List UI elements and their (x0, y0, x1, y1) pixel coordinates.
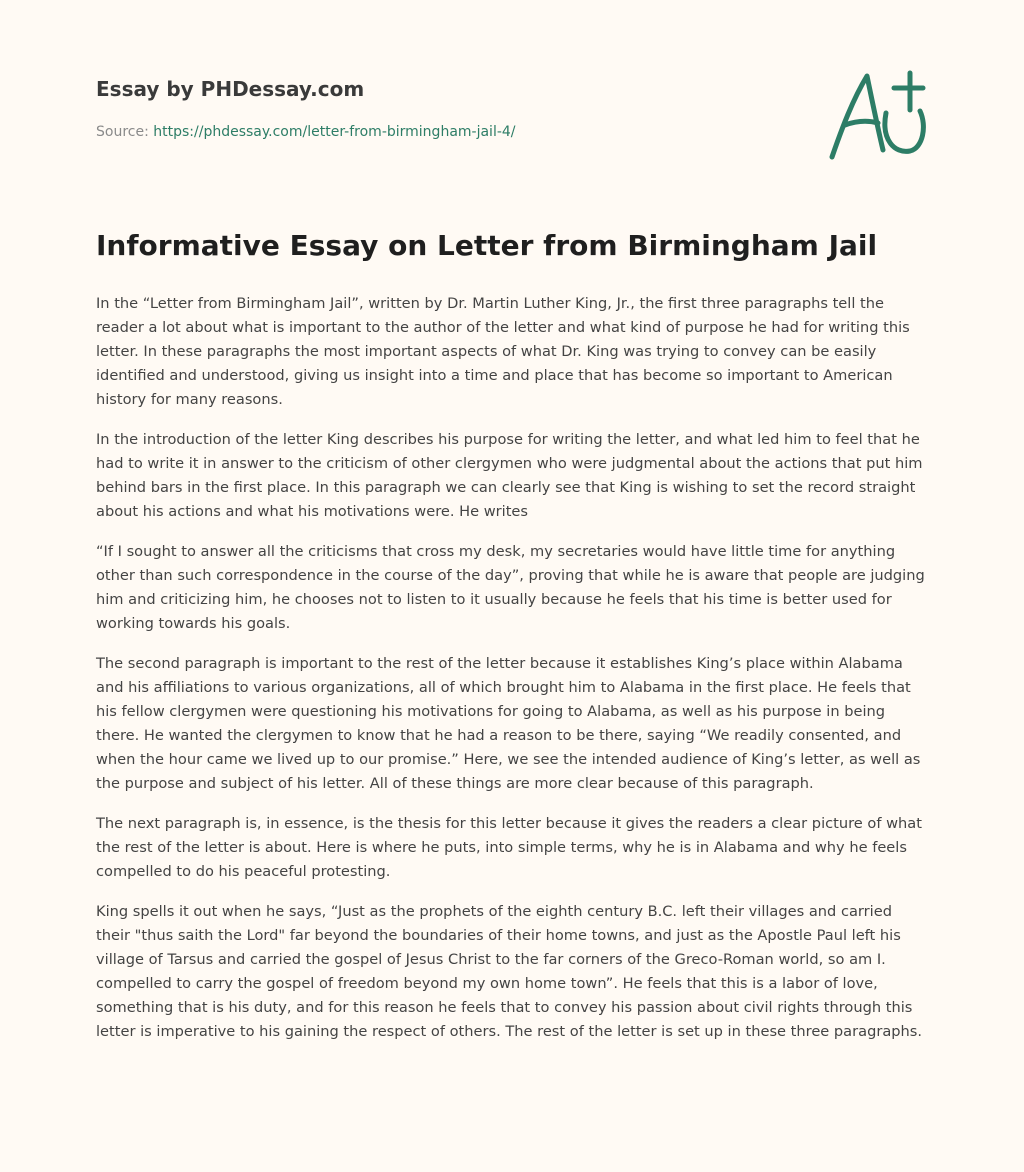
essay-paragraph: The second paragraph is important to the rest of the letter because it establishes King’s place within Alabama and his affiliations to various organizations, all of which brought him to Alabama in the first place. He feels that his fellow clergymen were questioning his motivations for going to Alabama, as well as his purpose in being there. He wanted the clergymen to know that he had a reason to be there, saying “We readily consented, and when the hour came we lived up to our promise.” Here, we see the intended audience of King’s letter, as well as the purpose and subject of his letter. All of these things are more clear because of this paragraph. (96, 655, 921, 792)
source-link[interactable]: https://phdessay.com/letter-from-birmingham-jail-4/ (153, 124, 516, 140)
essay-content (96, 226, 930, 1060)
essay-paragraph: “If I sought to answer all the criticisms that cross my desk, my secretaries would have little time for anything other than such correspondence in the course of the day”, proving that while he is aware that people are judging him and criticizing him, he chooses not to listen to it usually because he feels that his time is better used for working towards his goals. (96, 543, 925, 632)
site-title: Essay by PHDessay.com (96, 77, 365, 101)
essay-title: Informative Essay on Letter from Birmingham Jail (96, 229, 878, 262)
page-header (96, 0, 928, 200)
essay-paragraph: In the introduction of the letter King describes his purpose for writing the letter, and what led him to feel that he had to write it in answer to the criticism of other clergymen who were judgmental about the actions that put him behind bars in the first place. In this paragraph we can clearly see that King is wishing to set the record straight about his actions and what his motivations were. He writes (96, 431, 923, 520)
essay-paragraph: In the “Letter from Birmingham Jail”, written by Dr. Martin Luther King, Jr., the first three paragraphs tell the reader a lot about what is important to the author of the letter and what kind of purpose he had for writing this letter. In these paragraphs the most important aspects of what Dr. King was trying to convey can be easily identified and understood, giving us insight into a time and place that has become so important to American history for many reasons. (96, 295, 910, 408)
source-label: Source: (96, 124, 149, 140)
essay-paragraph: King spells it out when he says, “Just as the prophets of the eighth century B.C. left their villages and carried their "thus saith the Lord" far beyond the boundaries of their home towns, and just as the Apostle Paul left his village of Tarsus and carried the gospel of Jesus Christ to the far corners of the Greco-Roman world, so am I. compelled to carry the gospel of freedom beyond my own home town”. He feels that this is a labor of love, something that is his duty, and for this reason he feels that to convey his passion about civil rights through this letter is imperative to his gaining the respect of others. The rest of the letter is set up in these three paragraphs. (96, 903, 923, 1040)
essay-paragraph: The next paragraph is, in essence, is the thesis for this letter because it gives the readers a clear picture of what the rest of the letter is about. Here is where he puts, into simple terms, why he is in Alabama and why he feels compelled to do his peaceful protesting. (96, 815, 922, 880)
a-plus-logo-icon (824, 68, 928, 164)
source-line (96, 124, 516, 140)
